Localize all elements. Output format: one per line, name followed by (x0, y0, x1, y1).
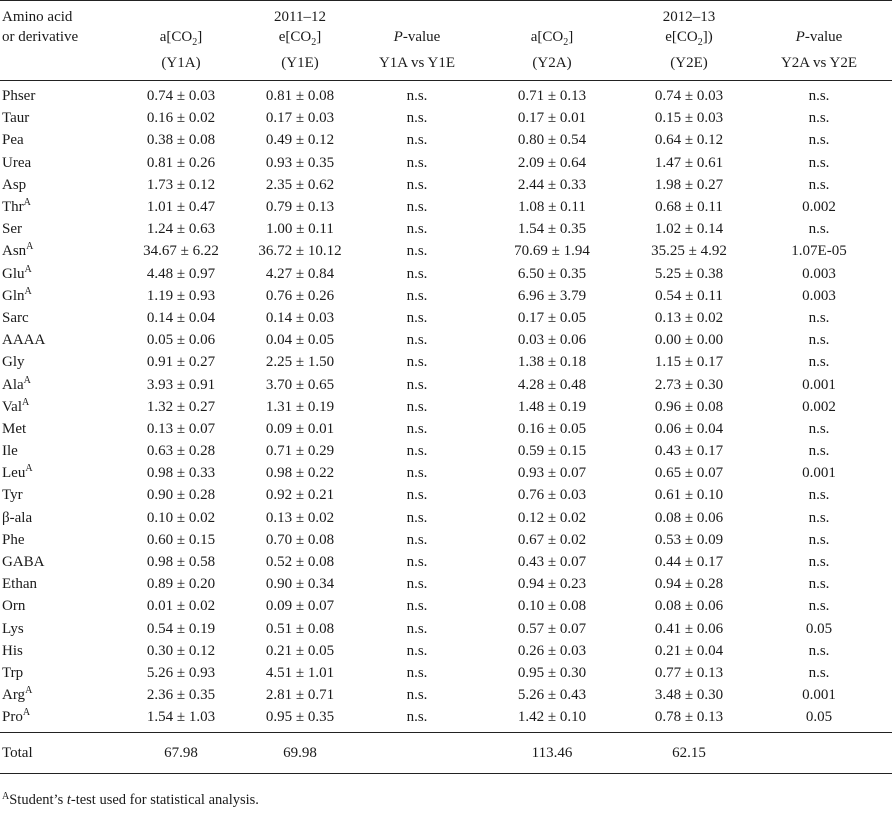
y1a-value: 0.98 ± 0.33 (146, 465, 216, 482)
y1e-value: 0.51 ± 0.08 (265, 620, 335, 637)
row-name: Pea (2, 132, 24, 149)
y1e-value: 36.72 ± 10.12 (258, 243, 342, 260)
y2a-value: 0.43 ± 0.07 (517, 554, 587, 571)
table-header (0, 1, 892, 81)
header-period-2: 2012–13 (662, 9, 716, 25)
y1a-value: 0.89 ± 0.20 (146, 576, 216, 593)
y1a-value: 0.81 ± 0.26 (146, 154, 216, 171)
pvalue-1: n.s. (406, 265, 428, 282)
header-name-line1: Amino acid (2, 9, 73, 25)
y1e-value: 2.35 ± 0.62 (265, 176, 335, 193)
footnote-marker: A (24, 285, 32, 297)
pvalue-1: n.s. (406, 709, 428, 726)
y2a-value: 1.42 ± 0.10 (517, 709, 587, 726)
row-name: Urea (2, 154, 32, 171)
y1e-value: 2.25 ± 1.50 (265, 354, 335, 371)
y1a-value: 0.14 ± 0.04 (146, 309, 216, 326)
y2a-value: 0.03 ± 0.06 (517, 332, 587, 349)
footnote-marker: A (22, 396, 30, 408)
row-name: Sarc (2, 309, 29, 326)
total-y1e: 69.98 (283, 745, 317, 762)
pvalue-1: n.s. (406, 576, 428, 593)
y2a-value: 0.71 ± 0.13 (517, 88, 587, 105)
y1e-value: 0.92 ± 0.21 (265, 487, 335, 504)
pvalue-1: n.s. (406, 110, 428, 127)
total-y1a: 67.98 (164, 745, 198, 762)
y2a-value: 0.67 ± 0.02 (517, 531, 587, 548)
table-row (0, 595, 892, 617)
table-row (0, 507, 892, 529)
pvalue-2: n.s. (808, 154, 830, 171)
footnote-marker: A (26, 241, 34, 253)
y1a-value: 0.54 ± 0.19 (146, 620, 216, 637)
pvalue-1: n.s. (406, 221, 428, 238)
y1e-value: 0.04 ± 0.05 (265, 332, 335, 349)
table-row (0, 462, 892, 484)
y2e-value: 0.96 ± 0.08 (654, 398, 724, 415)
y1e-value: 0.70 ± 0.08 (265, 531, 335, 548)
table-row (0, 129, 892, 151)
pvalue-2: n.s. (808, 221, 830, 238)
pvalue-2: 0.003 (802, 287, 836, 304)
y2e-value: 0.21 ± 0.04 (654, 642, 724, 659)
y2e-value: 0.00 ± 0.00 (654, 332, 724, 349)
table-row (0, 418, 892, 440)
header-compare-1: Y1A vs Y1E (378, 55, 456, 71)
y1e-value: 0.79 ± 0.13 (265, 199, 335, 216)
y1a-value: 34.67 ± 6.22 (143, 243, 219, 260)
y1a-value: 0.98 ± 0.58 (146, 554, 216, 571)
y1a-value: 1.24 ± 0.63 (146, 221, 216, 238)
header-compare-2: Y2A vs Y2E (780, 55, 858, 71)
y2e-value: 0.41 ± 0.06 (654, 620, 724, 637)
y2a-value: 0.17 ± 0.05 (517, 309, 587, 326)
y2e-value: 0.15 ± 0.03 (654, 110, 724, 127)
y1e-value: 0.21 ± 0.05 (265, 642, 335, 659)
pvalue-2: 0.002 (802, 199, 836, 216)
y1e-value: 0.98 ± 0.22 (265, 465, 335, 482)
footnote-marker: A (22, 707, 31, 719)
pvalue-2: 1.07E-05 (791, 243, 847, 260)
y1a-value: 1.32 ± 0.27 (146, 398, 216, 415)
y2e-value: 0.08 ± 0.06 (654, 509, 724, 526)
pvalue-2: 0.001 (802, 376, 836, 393)
y2e-value: 1.02 ± 0.14 (654, 221, 724, 238)
table-row (0, 196, 892, 218)
y2e-value: 3.48 ± 0.30 (654, 687, 724, 704)
y1a-value: 5.26 ± 0.93 (146, 664, 216, 681)
y2e-value: 0.78 ± 0.13 (654, 709, 724, 726)
pvalue-1: n.s. (406, 132, 428, 149)
row-name: AAAA (2, 332, 46, 349)
pvalue-2: n.s. (808, 664, 830, 681)
y2e-value: 0.44 ± 0.17 (654, 554, 724, 571)
pvalue-2: n.s. (808, 576, 830, 593)
y1e-value: 1.31 ± 0.19 (265, 398, 335, 415)
y2a-value: 5.26 ± 0.43 (517, 687, 587, 704)
pvalue-2: n.s. (808, 88, 830, 105)
y2e-value: 1.98 ± 0.27 (654, 176, 724, 193)
row-name: Trp (2, 664, 24, 681)
y1e-value: 0.71 ± 0.29 (265, 443, 335, 460)
header-pvalue-2: P-value (795, 29, 843, 45)
y2a-value: 1.38 ± 0.18 (517, 354, 587, 371)
table-row (0, 573, 892, 595)
pvalue-2: n.s. (808, 132, 830, 149)
y2a-value: 0.93 ± 0.07 (517, 465, 587, 482)
header-y2e: $e[CO_2]$) (665, 29, 713, 48)
table-row (0, 152, 892, 174)
pvalue-1: n.s. (406, 309, 428, 326)
footnote-marker: A (24, 263, 32, 275)
y2a-value: 6.96 ± 3.79 (517, 287, 587, 304)
table-row (0, 440, 892, 462)
pvalue-2: n.s. (808, 110, 830, 127)
pvalue-1: n.s. (406, 554, 428, 571)
table-row (0, 618, 892, 640)
pvalue-2: 0.05 (805, 709, 833, 726)
y1e-value: 2.81 ± 0.71 (265, 687, 335, 704)
y2e-value: 0.43 ± 0.17 (654, 443, 724, 460)
y1e-value: 0.09 ± 0.01 (265, 420, 335, 437)
table-row (0, 285, 892, 307)
table-row (0, 662, 892, 684)
y1a-value: 0.05 ± 0.06 (146, 332, 216, 349)
y1a-value: 1.01 ± 0.47 (146, 199, 216, 216)
table-row (0, 218, 892, 240)
y2e-value: 2.73 ± 0.30 (654, 376, 724, 393)
row-name: GABA (2, 554, 45, 571)
y1a-value: 0.91 ± 0.27 (146, 354, 216, 371)
pvalue-2: 0.05 (805, 620, 833, 637)
y2e-value: 1.47 ± 0.61 (654, 154, 724, 171)
y1e-value: 1.00 ± 0.11 (266, 221, 334, 238)
footnote-marker: A (25, 463, 33, 475)
header-y2a-code: (Y2A) (532, 55, 572, 71)
y1e-value: 0.49 ± 0.12 (265, 132, 335, 149)
row-name: β-ala (2, 509, 33, 526)
y1e-value: 0.90 ± 0.34 (265, 576, 335, 593)
total-label: Total (2, 745, 33, 762)
pvalue-1: n.s. (406, 642, 428, 659)
table-body (0, 81, 892, 733)
pvalue-1: n.s. (406, 176, 428, 193)
row-name: Arg$^A$ (2, 685, 33, 704)
pvalue-1: n.s. (406, 154, 428, 171)
pvalue-1: n.s. (406, 88, 428, 105)
y1e-value: 0.14 ± 0.03 (265, 309, 335, 326)
row-name: Ethan (2, 576, 37, 593)
y1e-value: 0.81 ± 0.08 (265, 88, 335, 105)
y1a-value: 0.63 ± 0.28 (146, 443, 216, 460)
row-name: Ala$^A$ (2, 374, 31, 393)
table-row (0, 640, 892, 662)
pvalue-1: n.s. (406, 332, 428, 349)
y2a-value: 70.69 ± 1.94 (514, 243, 590, 260)
y2e-value: 35.25 ± 4.92 (651, 243, 727, 260)
table-row (0, 684, 892, 706)
table-row (0, 263, 892, 285)
row-name: Tyr (2, 487, 23, 504)
table-row (0, 529, 892, 551)
row-name: Met (2, 420, 27, 437)
pvalue-2: 0.001 (802, 687, 836, 704)
row-name: Phe (2, 531, 25, 548)
pvalue-1: n.s. (406, 487, 428, 504)
row-name: Gln$^A$ (2, 285, 32, 304)
pvalue-1: n.s. (406, 199, 428, 216)
table-row (0, 551, 892, 573)
y2e-value: 1.15 ± 0.17 (654, 354, 724, 371)
footnote-marker: A (25, 685, 33, 697)
pvalue-1: n.s. (406, 376, 428, 393)
pvalue-1: n.s. (406, 287, 428, 304)
y1a-value: 0.90 ± 0.28 (146, 487, 216, 504)
y1a-value: 0.01 ± 0.02 (146, 598, 216, 615)
y1a-value: 1.19 ± 0.93 (146, 287, 216, 304)
pvalue-2: n.s. (808, 176, 830, 193)
table-row (0, 107, 892, 129)
row-name: Ser (2, 221, 22, 238)
y1e-value: 3.70 ± 0.65 (265, 376, 335, 393)
y2e-value: 0.61 ± 0.10 (654, 487, 724, 504)
pvalue-1: n.s. (406, 531, 428, 548)
pvalue-1: n.s. (406, 354, 428, 371)
y1a-value: 1.73 ± 0.12 (146, 176, 216, 193)
pvalue-1: n.s. (406, 465, 428, 482)
y2a-value: 1.48 ± 0.19 (517, 398, 587, 415)
y1e-value: 0.52 ± 0.08 (265, 554, 335, 571)
y1a-value: 4.48 ± 0.97 (146, 265, 216, 282)
total-y2a: 113.46 (531, 745, 573, 762)
row-name: Thr$^A$ (2, 197, 31, 216)
y2e-value: 0.94 ± 0.28 (654, 576, 724, 593)
y2a-value: 0.17 ± 0.01 (517, 110, 587, 127)
pvalue-2: n.s. (808, 309, 830, 326)
y1a-value: 1.54 ± 1.03 (146, 709, 216, 726)
pvalue-2: 0.001 (802, 465, 836, 482)
pvalue-1: n.s. (406, 598, 428, 615)
pvalue-2: n.s. (808, 554, 830, 571)
y2e-value: 0.77 ± 0.13 (654, 664, 724, 681)
header-y2a: $a[CO_2]$ (530, 29, 574, 48)
y1e-value: 0.17 ± 0.03 (265, 110, 335, 127)
y1a-value: 0.13 ± 0.07 (146, 420, 216, 437)
row-name: Pro$^A$ (2, 707, 31, 726)
y1e-value: 0.93 ± 0.35 (265, 154, 335, 171)
header-y2e-code: (Y2E) (670, 55, 708, 71)
y1e-value: 0.13 ± 0.02 (265, 509, 335, 526)
pvalue-1: n.s. (406, 443, 428, 460)
pvalue-2: n.s. (808, 509, 830, 526)
y2e-value: 0.64 ± 0.12 (654, 132, 724, 149)
row-name: Asn$^A$ (2, 241, 34, 260)
pvalue-1: n.s. (406, 664, 428, 681)
y1a-value: 0.30 ± 0.12 (146, 642, 216, 659)
y2a-value: 0.16 ± 0.05 (517, 420, 587, 437)
y2a-value: 2.09 ± 0.64 (517, 154, 587, 171)
y2a-value: 4.28 ± 0.48 (517, 376, 587, 393)
y2e-value: 0.54 ± 0.11 (655, 287, 723, 304)
pvalue-2: n.s. (808, 598, 830, 615)
y2a-value: 0.94 ± 0.23 (517, 576, 587, 593)
row-name: Val$^A$ (2, 396, 30, 415)
y2e-value: 0.74 ± 0.03 (654, 88, 724, 105)
pvalue-1: n.s. (406, 420, 428, 437)
y2e-value: 0.13 ± 0.02 (654, 309, 724, 326)
y2a-value: 1.08 ± 0.11 (518, 199, 586, 216)
y2a-value: 0.12 ± 0.02 (517, 509, 587, 526)
y2e-value: 0.53 ± 0.09 (654, 531, 724, 548)
y2e-value: 0.68 ± 0.11 (655, 199, 723, 216)
y1a-value: 0.60 ± 0.15 (146, 531, 216, 548)
total-y2e: 62.15 (672, 745, 706, 762)
y1a-value: 2.36 ± 0.35 (146, 687, 216, 704)
y1a-value: 0.10 ± 0.02 (146, 509, 216, 526)
y1e-value: 4.27 ± 0.84 (265, 265, 335, 282)
table-row (0, 373, 892, 395)
y2a-value: 0.59 ± 0.15 (517, 443, 587, 460)
y1a-value: 0.38 ± 0.08 (146, 132, 216, 149)
footnote-marker: A (23, 197, 31, 209)
pvalue-2: n.s. (808, 354, 830, 371)
pvalue-2: n.s. (808, 642, 830, 659)
y2e-value: 0.06 ± 0.04 (654, 420, 724, 437)
y2a-value: 2.44 ± 0.33 (517, 176, 587, 193)
header-pvalue-1: P-value (393, 29, 441, 45)
pvalue-1: n.s. (406, 620, 428, 637)
table-row (0, 240, 892, 262)
pvalue-2: n.s. (808, 487, 830, 504)
header-y1a: $a[CO_2]$ (159, 29, 203, 48)
y2e-value: 5.25 ± 0.38 (654, 265, 724, 282)
y2a-value: 0.76 ± 0.03 (517, 487, 587, 504)
table-row (0, 307, 892, 329)
row-name: Taur (2, 110, 30, 127)
row-name: Gly (2, 354, 25, 371)
y2e-value: 0.08 ± 0.06 (654, 598, 724, 615)
y2a-value: 0.26 ± 0.03 (517, 642, 587, 659)
y2a-value: 0.10 ± 0.08 (517, 598, 587, 615)
header-y1e: $e[CO_2]$ (278, 29, 322, 48)
footnote-marker: A (23, 374, 31, 386)
row-name: His (2, 642, 23, 659)
table-row (0, 706, 892, 733)
pvalue-1: n.s. (406, 243, 428, 260)
pvalue-2: n.s. (808, 443, 830, 460)
y1a-value: 0.16 ± 0.02 (146, 110, 216, 127)
row-name: Glu$^A$ (2, 263, 32, 282)
row-name: Phser (2, 88, 36, 105)
row-name: Orn (2, 598, 26, 615)
y1a-value: 3.93 ± 0.91 (146, 376, 216, 393)
header-y1e-code: (Y1E) (281, 55, 319, 71)
pvalue-2: n.s. (808, 332, 830, 349)
pvalue-1: n.s. (406, 509, 428, 526)
total-row (0, 733, 892, 774)
header-y1a-code: (Y1A) (161, 55, 201, 71)
y1e-value: 4.51 ± 1.01 (265, 664, 335, 681)
y2a-value: 1.54 ± 0.35 (517, 221, 587, 238)
table-footnote: $^A$Student’s t-test used for statistical analysis. (2, 791, 259, 808)
y1a-value: 0.74 ± 0.03 (146, 88, 216, 105)
table-row (0, 396, 892, 418)
pvalue-2: 0.003 (802, 265, 836, 282)
row-name: Lys (2, 620, 24, 637)
y2a-value: 0.95 ± 0.30 (517, 664, 587, 681)
pvalue-1: n.s. (406, 398, 428, 415)
y2e-value: 0.65 ± 0.07 (654, 465, 724, 482)
row-name: Ile (2, 443, 18, 460)
header-period-1: 2011–12 (274, 9, 326, 25)
pvalue-1: n.s. (406, 687, 428, 704)
pvalue-2: 0.002 (802, 398, 836, 415)
table-row (0, 81, 892, 108)
table-row (0, 329, 892, 351)
y2a-value: 0.57 ± 0.07 (517, 620, 587, 637)
pvalue-2: n.s. (808, 531, 830, 548)
row-name: Leu$^A$ (2, 463, 33, 482)
header-name-line2: or derivative (2, 29, 79, 45)
y1e-value: 0.95 ± 0.35 (265, 709, 335, 726)
row-name: Asp (2, 176, 27, 193)
y2a-value: 0.80 ± 0.54 (517, 132, 587, 149)
y1e-value: 0.76 ± 0.26 (265, 287, 335, 304)
y1e-value: 0.09 ± 0.07 (265, 598, 335, 615)
y2a-value: 6.50 ± 0.35 (517, 265, 587, 282)
table-row (0, 484, 892, 506)
pvalue-2: n.s. (808, 420, 830, 437)
table-row (0, 351, 892, 373)
table-row (0, 174, 892, 196)
